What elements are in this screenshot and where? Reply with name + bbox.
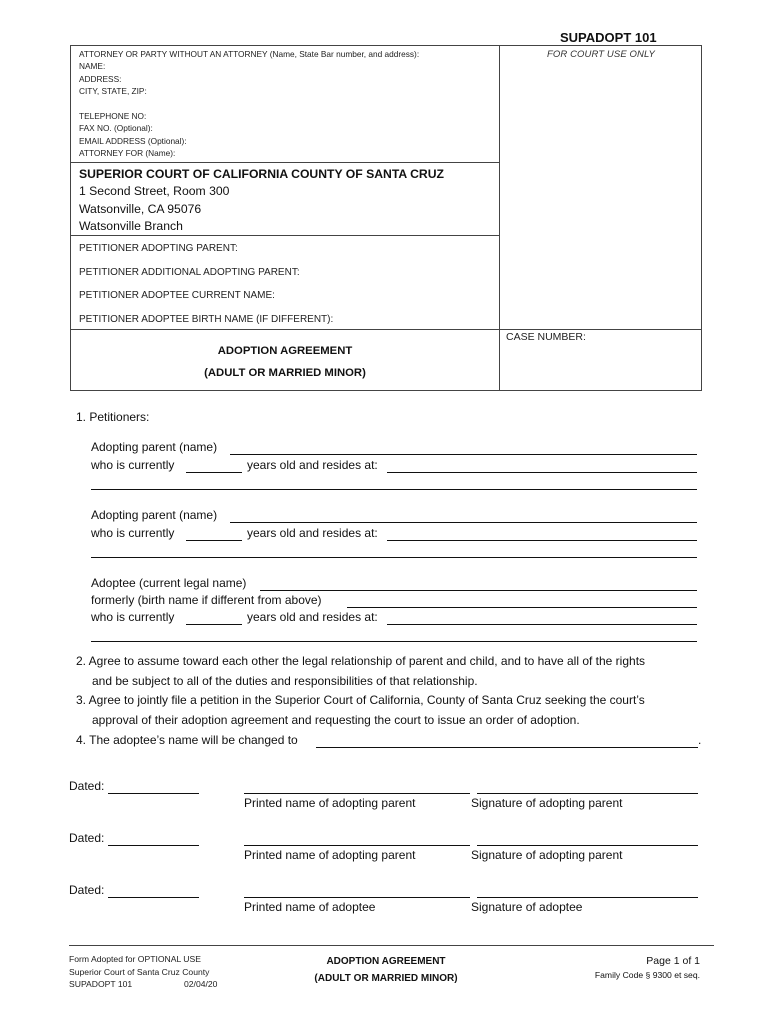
attorney-heading: ATTORNEY OR PARTY WITHOUT AN ATTORNEY (Name, State Bar number, and address):	[79, 49, 420, 59]
dated-line-1[interactable]	[108, 793, 199, 794]
court-use-label: FOR COURT USE ONLY	[547, 49, 655, 60]
signature-parent-label-2: Signature of adopting parent	[471, 848, 623, 862]
case-divider	[499, 329, 701, 330]
signature-line-1[interactable]	[477, 793, 698, 794]
document-title	[71, 329, 499, 384]
parent2-age-line[interactable]	[186, 540, 242, 541]
adoptee-name-line[interactable]	[260, 590, 697, 591]
signature-adoptee-label: Signature of adoptee	[471, 900, 583, 914]
item4-period: .	[698, 733, 702, 747]
footer-title-line2: (ADULT OR MARRIED MINOR)	[314, 973, 458, 984]
footer-court: Superior Court of Santa Cruz County	[69, 966, 210, 977]
footer-form-id: SUPADOPT 101	[69, 979, 133, 989]
attorney-email-field[interactable]: EMAIL ADDRESS (Optional):	[79, 135, 187, 146]
footer-form-row	[69, 978, 229, 991]
page-number: Page 1 of 1	[646, 955, 700, 967]
attorney-fax-field[interactable]: FAX NO. (Optional):	[79, 123, 153, 134]
parent2-name-label: Adopting parent (name)	[91, 508, 218, 522]
parent1-name-line[interactable]	[230, 454, 697, 455]
item2-line1: 2. Agree to assume toward each other the legal relationship of parent and child, and to have all of the rights	[76, 654, 646, 668]
adoptee-formerly-line[interactable]	[347, 607, 697, 608]
caption-box	[70, 45, 702, 391]
adoptee-address-line2[interactable]	[91, 641, 697, 642]
dated-label-3: Dated:	[69, 883, 105, 897]
footer-form-date: 02/04/20	[184, 979, 218, 989]
adoptee-age-line[interactable]	[186, 624, 242, 625]
attorney-city-field[interactable]: CITY, STATE, ZIP:	[79, 86, 147, 97]
parent2-address-line2[interactable]	[91, 557, 697, 558]
petitioner-block	[79, 237, 333, 331]
petitioner-birth-field[interactable]: PETITIONER ADOPTEE BIRTH NAME (IF DIFFERENT):	[79, 313, 334, 325]
parent1-address-line2[interactable]	[91, 489, 697, 490]
parent2-currently-label: who is currently	[91, 526, 175, 540]
printed-parent-label-2: Printed name of adopting parent	[244, 848, 416, 862]
parent1-name-label: Adopting parent (name)	[91, 440, 218, 454]
attorney-name-field[interactable]: NAME:	[79, 61, 106, 72]
dated-label-2: Dated:	[69, 831, 105, 845]
case-number-field[interactable]: CASE NUMBER:	[506, 331, 586, 343]
footer-rule	[69, 945, 714, 946]
signature-parent-label-1: Signature of adopting parent	[471, 796, 623, 810]
title-line1: ADOPTION AGREEMENT	[217, 345, 353, 357]
petitioner-adopting-field[interactable]: PETITIONER ADOPTING PARENT:	[79, 243, 238, 254]
dated-line-2[interactable]	[108, 845, 199, 846]
attorney-divider	[71, 162, 499, 163]
caption-divider	[499, 46, 500, 390]
adoptee-resides-label: years old and resides at:	[247, 610, 378, 624]
printed-parent-label-1: Printed name of adopting parent	[244, 796, 416, 810]
petitioner-current-field[interactable]: PETITIONER ADOPTEE CURRENT NAME:	[79, 290, 275, 301]
court-branch: Watsonville Branch	[79, 219, 183, 233]
parent1-age-line[interactable]	[186, 472, 242, 473]
item2-line2: and be subject to all of the duties and responsibilities of that relationship.	[92, 674, 478, 688]
court-name: SUPERIOR COURT OF CALIFORNIA COUNTY OF SANTA CRUZ	[79, 167, 444, 181]
adoptee-formerly-label: formerly (birth name if different from above)	[91, 593, 322, 607]
printed-name-line-3[interactable]	[244, 897, 470, 898]
parent1-currently-label: who is currently	[91, 458, 175, 472]
adoptee-currently-label: who is currently	[91, 610, 175, 624]
adoptee-address-line[interactable]	[387, 624, 697, 625]
court-street: 1 Second Street, Room 300	[79, 184, 230, 198]
footer-left	[69, 953, 229, 991]
footer-title-line1: ADOPTION AGREEMENT	[326, 956, 446, 967]
attorney-phone-field[interactable]: TELEPHONE NO:	[79, 111, 147, 122]
printed-name-line-1[interactable]	[244, 793, 470, 794]
court-city: Watsonville, CA 95076	[79, 201, 202, 216]
parent2-resides-label: years old and resides at:	[247, 526, 378, 540]
footer-right	[560, 954, 700, 981]
item3-line1: 3. Agree to jointly file a petition in the Superior Court of California, County of Santa Cruz seeking the court’s	[76, 693, 645, 707]
title-line2: (ADULT OR MARRIED MINOR)	[204, 367, 366, 379]
family-code: Family Code § 9300 et seq.	[594, 970, 700, 980]
parent1-resides-label: years old and resides at:	[247, 458, 378, 472]
attorney-for-field[interactable]: ATTORNEY FOR (Name):	[79, 148, 176, 159]
footer-adopted: Form Adopted for OPTIONAL USE	[69, 954, 201, 964]
petitioner-additional-field[interactable]: PETITIONER ADDITIONAL ADOPTING PARENT:	[79, 266, 300, 278]
printed-adoptee-label: Printed name of adoptee	[244, 900, 376, 914]
petitioners-heading: 1. Petitioners:	[76, 410, 150, 424]
parent1-address-line[interactable]	[387, 472, 697, 473]
form-id: SUPADOPT 101	[560, 30, 657, 45]
dated-label-1: Dated:	[69, 779, 105, 793]
parent2-address-line[interactable]	[387, 540, 697, 541]
court-address	[79, 183, 229, 236]
new-name-line[interactable]	[316, 747, 698, 748]
attorney-block	[79, 48, 419, 160]
signature-line-2[interactable]	[477, 845, 698, 846]
parent2-name-line[interactable]	[230, 522, 697, 523]
attorney-address-field[interactable]: ADDRESS:	[79, 73, 122, 84]
adoptee-name-label: Adoptee (current legal name)	[91, 576, 247, 590]
signature-line-3[interactable]	[477, 897, 698, 898]
printed-name-line-2[interactable]	[244, 845, 470, 846]
footer-title	[286, 953, 486, 987]
item4-text: 4. The adoptee’s name will be changed to	[76, 733, 298, 747]
item3-line2: approval of their adoption agreement and requesting the court to issue an order of adoption.	[92, 713, 580, 727]
dated-line-3[interactable]	[108, 897, 199, 898]
